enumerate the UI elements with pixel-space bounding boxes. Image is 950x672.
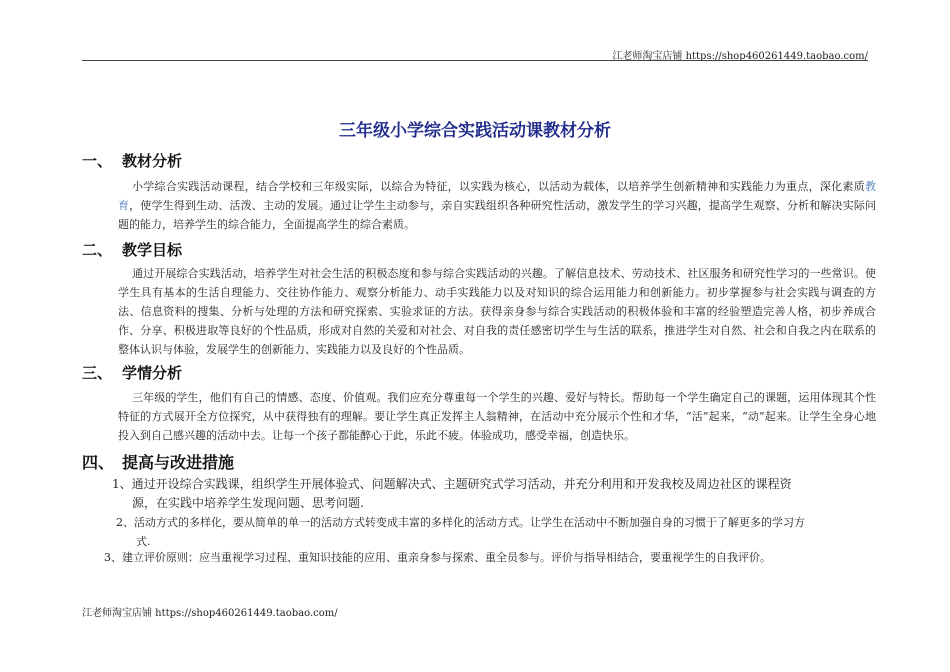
list-item-continuation: 式.: [136, 535, 151, 548]
section-title: 教学目标: [122, 241, 183, 259]
section-number: 二、: [82, 241, 113, 259]
section-paragraph-2: 通过开展综合实践活动，培养学生对社会生活的积极态度和参与综合实践活动的兴趣。了解信息技术、劳动技术、社区服务和研究性学习的一些常识。使学生具有基本的生活自理能力、交往协作能力、观察分析能力、动手实践能力以及对知识的综合运用能力和创新能力。初步掌握参与社会实践与调查的方法、信息资料的搜集、分析与处理的方法和研究探索、实验求证的方法。获得亲身参与综合实践活动的积极体验和丰富的经验塑造完善人格，初步养成合作、分享、积极进取等良好的个性品质，形成对自然的关爱和对社会、对自我的责任感密切学生与生活的联系，推进学生对自然、社会和自我之内在联系的整体认识与体验，发展学生的创新能力、实践能力以及良好的个性品质。: [118, 267, 876, 356]
section-title: 提高与改进措施: [122, 453, 235, 472]
header-rule: [82, 60, 868, 61]
section-number: 一、: [82, 152, 113, 170]
section-number: 三、: [82, 364, 113, 382]
list-item-text: 2、活动方式的多样化，要从简单的单一的活动方式转变成丰富的多样化的活动方式。让学生在活动中不断加强自身的习惯于了解更多的学习方: [116, 516, 805, 529]
section-title: 学情分析: [122, 364, 183, 382]
section-heading-3: [82, 362, 182, 383]
paragraph-text: 小学综合实践活动课程，结合学校和三年级实际，以综合为特征，以实践为核心，以活动为载体，以培养学生创新精神和实践能力为重点，深化素质: [132, 180, 865, 193]
highlighted-text: 教育: [118, 180, 876, 212]
list-item-text: 3、建立评价原则：应当重视学习过程、重知识技能的应用、重亲身参与探索、重全员参与。评价与指导相结合，要重视学生的自我评价。: [104, 551, 771, 564]
list-item-3: [104, 548, 864, 567]
list-item-2: [116, 513, 876, 551]
document-title: 三年级小学综合实践活动课教材分析: [339, 121, 611, 141]
paragraph-text: ，使学生得到生动、活泼、主动的发展。通过让学生主动参与，亲自实践组织各种研究性活动，激发学生的学习兴趣，提高学生观察、分析和解决实际问题的能力，培养学生的综合能力，全面提高学生的综合素质。: [118, 199, 877, 231]
section-number: 四、: [82, 453, 115, 472]
page-footer-text: 江老师淘宝店铺 https://shop460261449.taobao.com/: [82, 608, 338, 619]
section-heading-1: [82, 150, 182, 171]
list-item-text: 1、通过开设综合实践课，组织学生开展体验式、问题解决式、主题研究式学习活动，并充分利用和开发我校及周边社区的课程资: [112, 477, 792, 491]
section-heading-2: [82, 239, 182, 260]
section-paragraph-1: [118, 177, 876, 234]
section-paragraph-3: 三年级的学生，他们有自己的情感、态度、价值观。我们应充分尊重每一个学生的兴趣、爱好与特长。帮助每一个学生确定自己的课题，运用体现其个性特征的方式展开全方位探究，从中获得独有的理解。要让学生真正发挥主人翁精神，在活动中充分展示个性和才华，“活”起来，“动”起来。让学生全身心地投入到自己感兴趣的活动中去。让每一个孩子都能醉心于此，乐此不疲。体验成功，感受幸福，创造快乐。: [118, 391, 876, 442]
list-item-continuation: 源，在实践中培养学生发现问题、思考问题.: [132, 496, 364, 510]
section-title: 教材分析: [122, 152, 183, 170]
section-heading-4: [82, 450, 234, 473]
list-item-1: [112, 475, 872, 513]
page-header-text: 江老师淘宝店铺 https://shop460261449.taobao.com/: [612, 51, 868, 62]
